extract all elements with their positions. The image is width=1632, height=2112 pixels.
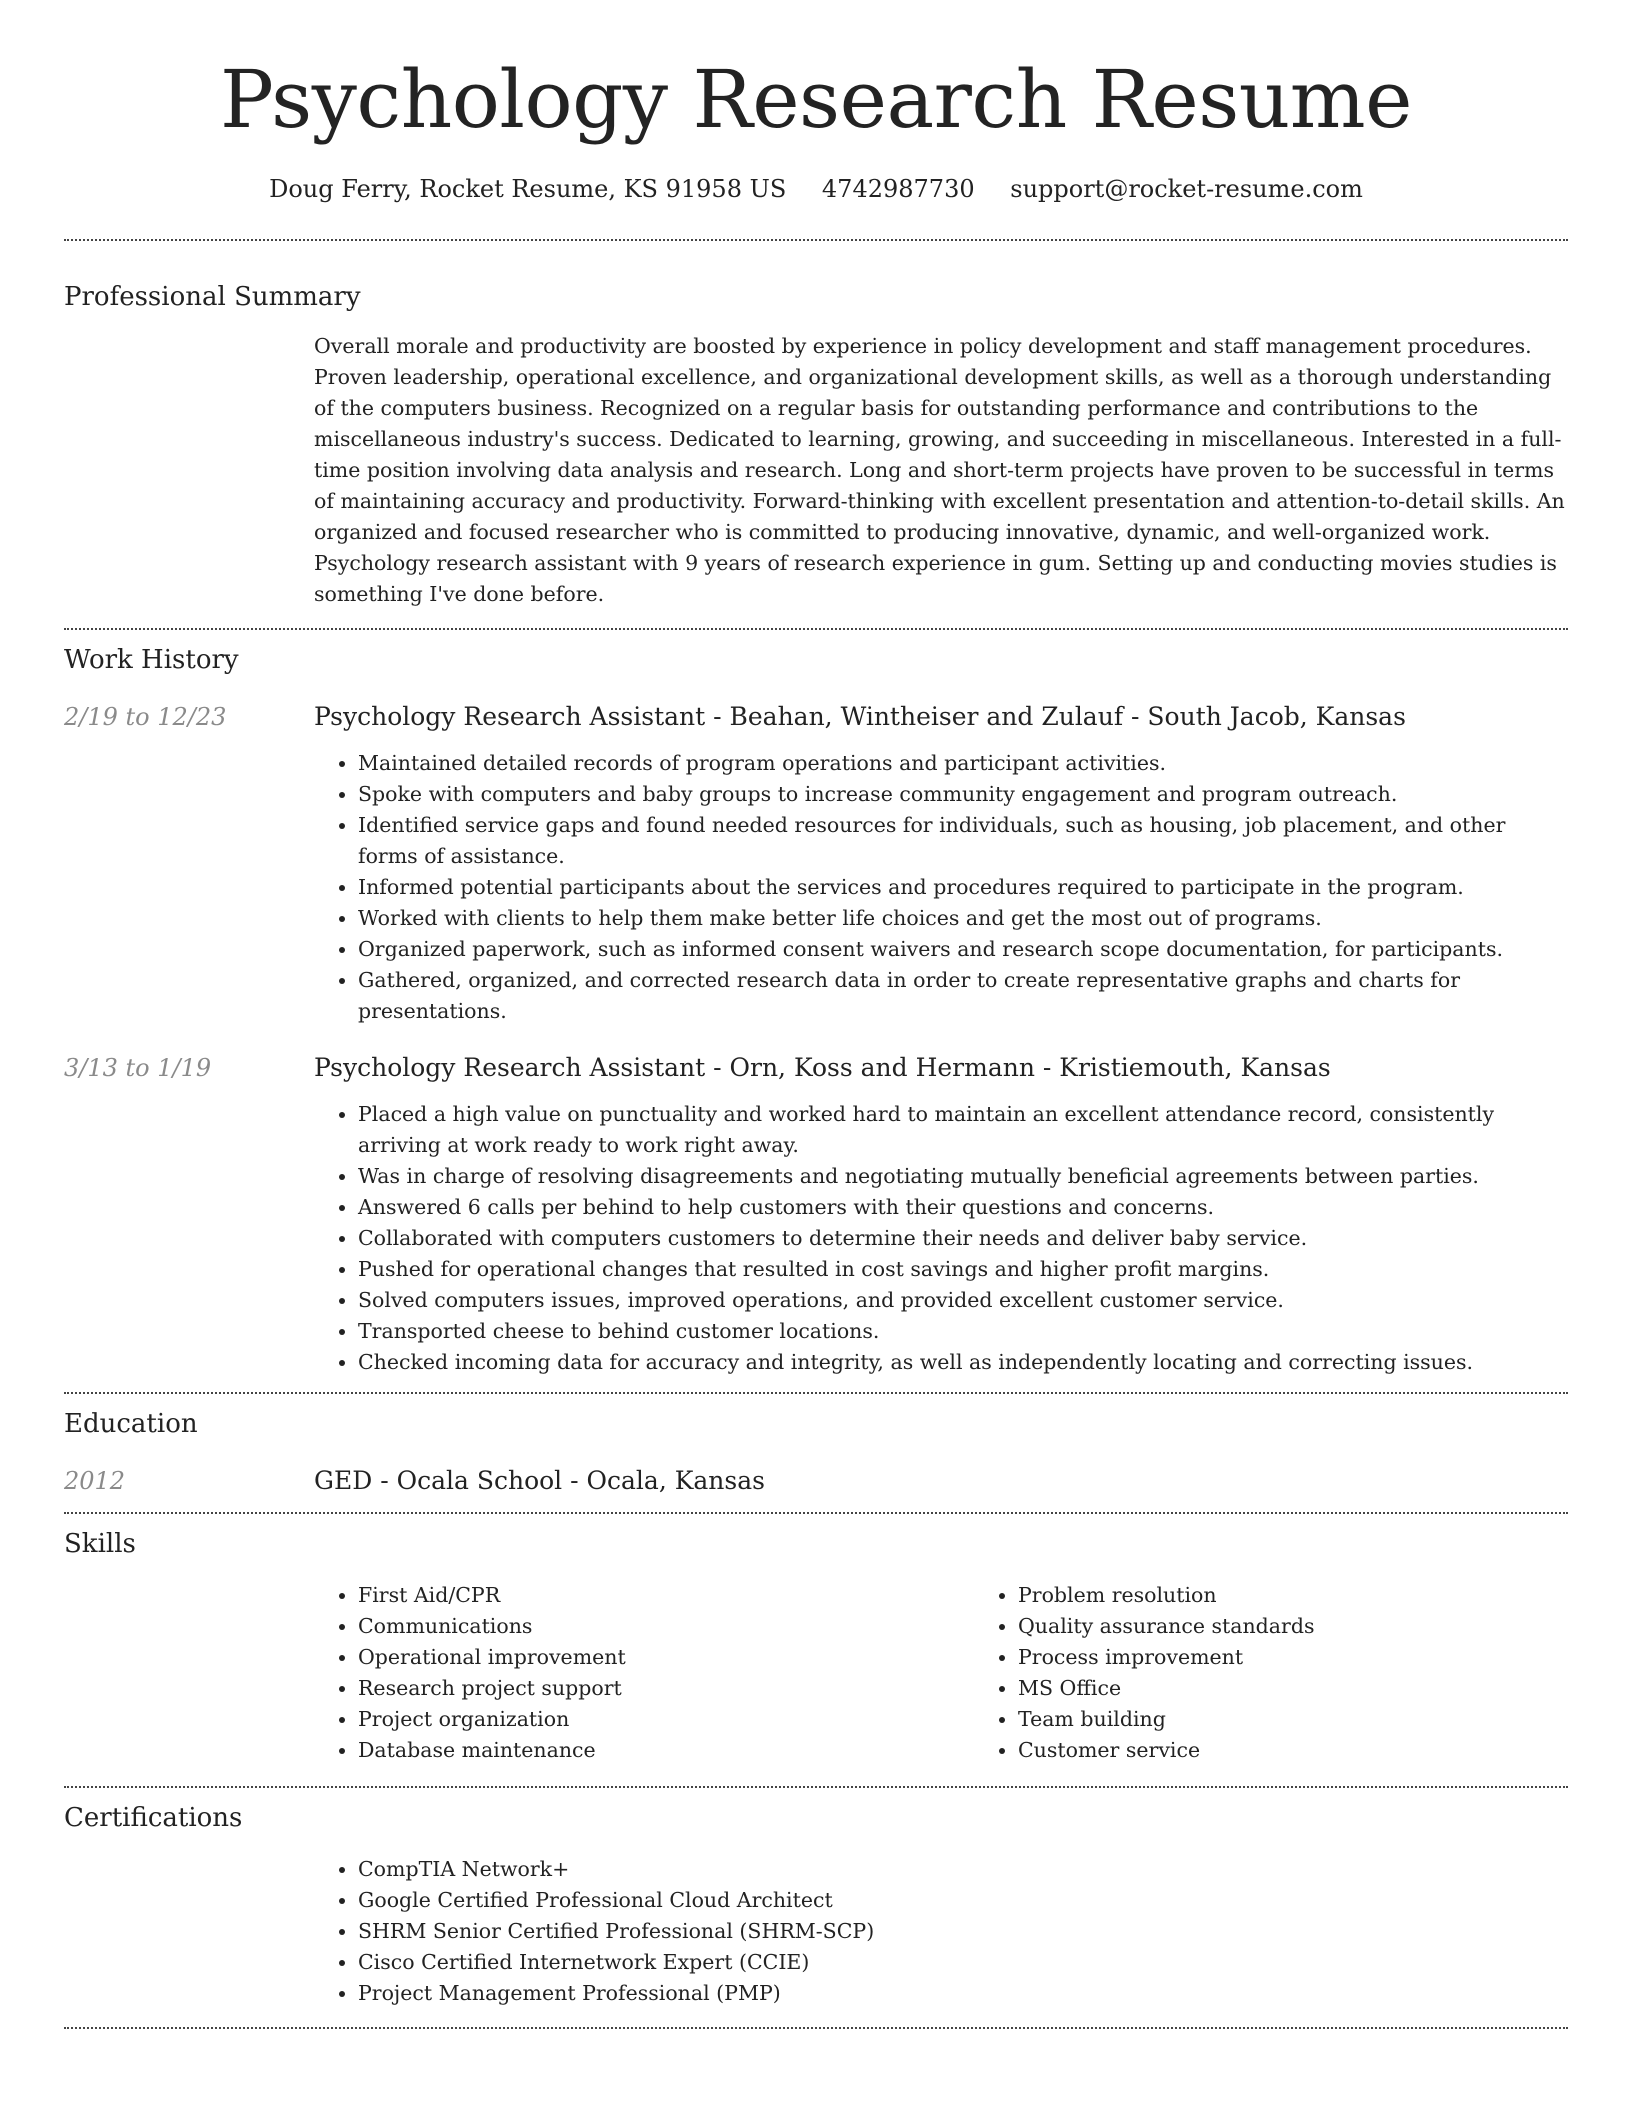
job-entry — [64, 700, 1568, 1027]
list-item: • Operational improvement — [358, 1642, 974, 1673]
list-item: • MS Office — [1018, 1673, 1632, 1704]
list-item: • Database maintenance — [358, 1735, 974, 1766]
section-heading-skills: Skills — [64, 1529, 136, 1559]
work-history-section — [64, 630, 1568, 1378]
job-dates: 3/13 to 1/19 — [64, 1054, 212, 1082]
list-item: • Informed potential participants about the services and procedures required to participate in the program. — [358, 872, 1568, 903]
contact-phone: 4742987730 — [821, 175, 975, 203]
list-item: • CompTIA Network+ — [358, 1854, 1568, 1885]
list-item: • Solved computers issues, improved operations, and provided excellent customer service. — [358, 1285, 1568, 1316]
list-item: • Communications — [358, 1611, 974, 1642]
list-item: • Pushed for operational changes that resulted in cost savings and higher profit margins. — [358, 1254, 1568, 1285]
job-bullets — [314, 1099, 1568, 1378]
job-bullets — [314, 748, 1568, 1027]
skills-grid — [314, 1580, 1632, 1766]
divider — [64, 2027, 1568, 2029]
list-item: • Organized paperwork, such as informed consent waivers and research scope documentation, for participants. — [358, 934, 1568, 965]
list-item: • Project Management Professional (PMP) — [358, 1978, 1568, 2009]
list-item: • Quality assurance standards — [1018, 1611, 1632, 1642]
skills-left-spacer — [64, 1580, 314, 1766]
job-title: Psychology Research Assistant - Orn, Koss and Hermann - Kristiemouth, Kansas — [314, 1053, 1331, 1082]
list-item: • Gathered, organized, and corrected research data in order to create representative graphs and charts for presentations. — [358, 965, 1568, 1027]
summary-text: Overall morale and productivity are boosted by experience in policy development and staff management procedures. Proven leadership, operational excellence, and organizational development skills, as well as a thorough understanding of the computers business. Recognized on a regular basis for outstanding performance and contributions to the miscellaneous industry's success. Dedicated to learning, growing, and succeeding in miscellaneous. Interested in a full-time position involving data analysis and research. Long and short-term projects have proven to be successful in terms of maintaining accuracy and productivity. Forward-thinking with excellent presentation and attention-to-detail skills. An organized and focused researcher who is committed to producing innovative, dynamic, and well-organized work. Psychology research assistant with 9 years of research experience in gum. Setting up and conducting movies studies is something I've done before. — [314, 334, 1565, 606]
skills-list-right — [974, 1580, 1632, 1766]
section-heading-work: Work History — [64, 645, 239, 675]
education-year: 2012 — [64, 1467, 126, 1495]
list-item: • Transported cheese to behind customer locations. — [358, 1316, 1568, 1347]
list-item: • Was in charge of resolving disagreements and negotiating mutually beneficial agreements between parties. — [358, 1161, 1568, 1192]
section-heading-education: Education — [64, 1409, 198, 1439]
education-entry — [64, 1464, 1568, 1498]
contact-address: Doug Ferry, Rocket Resume, KS 91958 US — [269, 175, 787, 203]
certifications-section — [64, 1788, 1568, 2009]
education-section — [64, 1394, 1568, 1498]
summary-left-spacer — [64, 331, 314, 610]
list-item: • First Aid/CPR — [358, 1580, 974, 1611]
skills-list-left — [314, 1580, 974, 1766]
list-item: • Spoke with computers and baby groups to increase community engagement and program outreach. — [358, 779, 1568, 810]
certifications-list — [314, 1854, 1568, 2009]
job-dates: 2/19 to 12/23 — [64, 703, 227, 731]
list-item: • Identified service gaps and found needed resources for individuals, such as housing, job placement, and other forms of assistance. — [358, 810, 1568, 872]
list-item: • SHRM Senior Certified Professional (SHRM-SCP) — [358, 1916, 1568, 1947]
section-heading-certifications: Certifications — [64, 1803, 243, 1833]
list-item: • Google Certified Professional Cloud Architect — [358, 1885, 1568, 1916]
list-item: • Placed a high value on punctuality and worked hard to maintain an excellent attendance record, consistently arriving at work ready to work right away. — [358, 1099, 1568, 1161]
list-item: • Checked incoming data for accuracy and integrity, as well as independently locating and correcting issues. — [358, 1347, 1568, 1378]
list-item: • Project organization — [358, 1704, 974, 1735]
list-item: • Maintained detailed records of program operations and participant activities. — [358, 748, 1568, 779]
list-item: • Answered 6 calls per behind to help customers with their questions and concerns. — [358, 1192, 1568, 1223]
contact-email: support@rocket-resume.com — [1010, 175, 1363, 203]
resume-title: Psychology Research Resume — [219, 53, 1413, 146]
job-entry — [64, 1051, 1568, 1378]
list-item: • Research project support — [358, 1673, 974, 1704]
list-item: • Worked with clients to help them make better life choices and get the most out of programs. — [358, 903, 1568, 934]
section-heading-summary: Professional Summary — [64, 282, 361, 312]
list-item: • Team building — [1018, 1704, 1632, 1735]
education-degree: GED - Ocala School - Ocala, Kansas — [314, 1466, 765, 1495]
contact-line — [64, 172, 1568, 206]
list-item: • Cisco Certified Internetwork Expert (CCIE) — [358, 1947, 1568, 1978]
list-item: • Customer service — [1018, 1735, 1632, 1766]
list-item: • Problem resolution — [1018, 1580, 1632, 1611]
skills-section — [64, 1514, 1568, 1766]
certifications-left-spacer — [64, 1854, 314, 2009]
summary-section — [64, 241, 1568, 610]
list-item: • Process improvement — [1018, 1642, 1632, 1673]
list-item: • Collaborated with computers customers to determine their needs and deliver baby service. — [358, 1223, 1568, 1254]
job-title: Psychology Research Assistant - Beahan, Wintheiser and Zulauf - South Jacob, Kansas — [314, 702, 1406, 731]
